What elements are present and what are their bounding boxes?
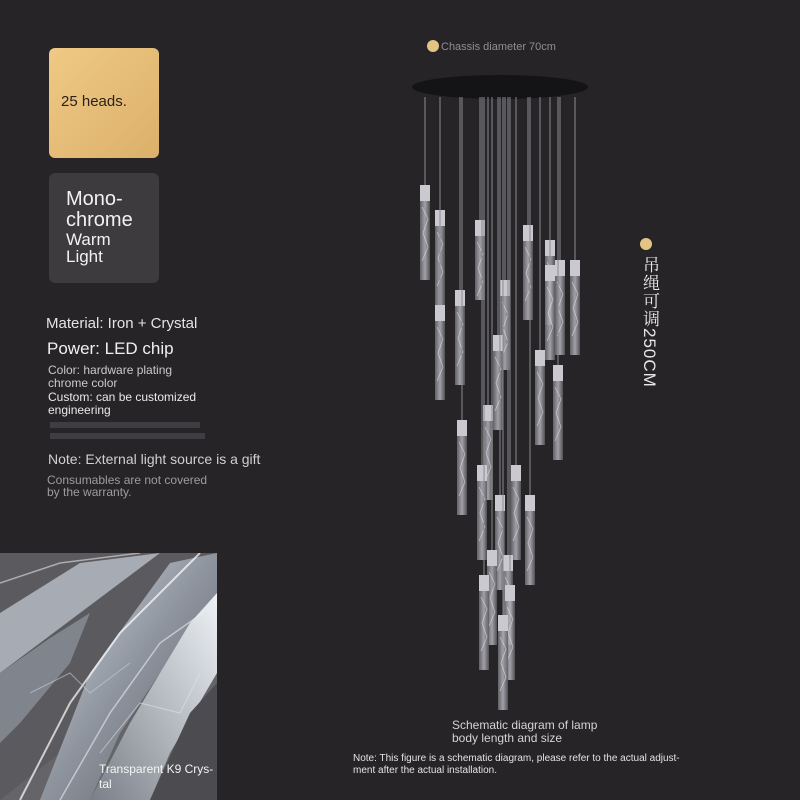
pendant-cap [523, 225, 533, 241]
heads-label: 25 heads. [61, 93, 127, 110]
pendant-cap [493, 335, 503, 351]
color-spec [48, 364, 172, 390]
chassis-diameter-label: Chassis diameter 70cm [441, 41, 556, 53]
pendant-cap [535, 350, 545, 366]
pendant-cap [503, 555, 513, 571]
pendant-cap [420, 185, 430, 201]
crystal-caption [99, 762, 213, 792]
pendant-cap [511, 465, 521, 481]
schematic-disclaimer [353, 753, 680, 777]
warranty-note [47, 474, 207, 498]
canopy [412, 75, 588, 99]
schematic-caption [452, 719, 597, 745]
pendant-group [420, 97, 580, 710]
pendant-cap [570, 260, 580, 276]
light-color-line-1: Mono- [66, 188, 123, 210]
pendant-cap [455, 290, 465, 306]
light-color-badge [49, 173, 159, 283]
pendant-cap [457, 420, 467, 436]
crystal-caption-line-1: Transparent K9 Crys- [99, 762, 214, 776]
crystal-closeup-photo [0, 553, 217, 800]
light-color-line-3: Warm [66, 230, 111, 249]
crystal-caption-line-2: tal [99, 777, 112, 791]
light-color-line-4: Light [66, 247, 103, 266]
warranty-note-line-2: by the warranty. [47, 485, 132, 499]
pendant-cap [487, 550, 497, 566]
light-source-note: Note: External light source is a gift [48, 451, 261, 467]
light-color-line-2: chrome [66, 209, 133, 231]
custom-spec-line-2: engineering [48, 403, 111, 417]
color-spec-line-1: Color: hardware plating [48, 363, 173, 377]
pendant-cap [435, 305, 445, 321]
material-spec: Material: Iron + Crystal [46, 315, 198, 332]
pendant-cap [477, 465, 487, 481]
schematic-disclaimer-line-1: Note: This figure is a schematic diagram, please refer to the actual adjust- [353, 753, 680, 764]
pendant-cap [553, 365, 563, 381]
pendant-cap [505, 585, 515, 601]
chandelier-illustration [410, 75, 600, 715]
schematic-disclaimer-line-2: ment after the actual installation. [353, 765, 497, 776]
custom-spec-line-1: Custom: can be customized [48, 390, 197, 404]
color-spec-line-2: chrome color [48, 376, 118, 390]
custom-spec [48, 391, 196, 417]
power-spec: Power: LED chip [47, 339, 174, 358]
schematic-caption-line-2: body length and size [452, 731, 563, 745]
rope-dot-icon [640, 238, 652, 250]
pendant-cap [498, 615, 508, 631]
schematic-caption-line-1: Schematic diagram of lamp [452, 718, 598, 732]
chassis-dot-icon [427, 40, 439, 52]
warranty-note-line-1: Consumables are not covered [47, 473, 208, 487]
pendant-cap [555, 260, 565, 276]
pendant-cap [525, 495, 535, 511]
pendant-cap [545, 265, 555, 281]
rope-length-label: 吊绳可调250CM [640, 256, 659, 388]
faded-text-artifact [50, 420, 205, 439]
heads-badge [49, 48, 159, 158]
pendant-cap [479, 575, 489, 591]
